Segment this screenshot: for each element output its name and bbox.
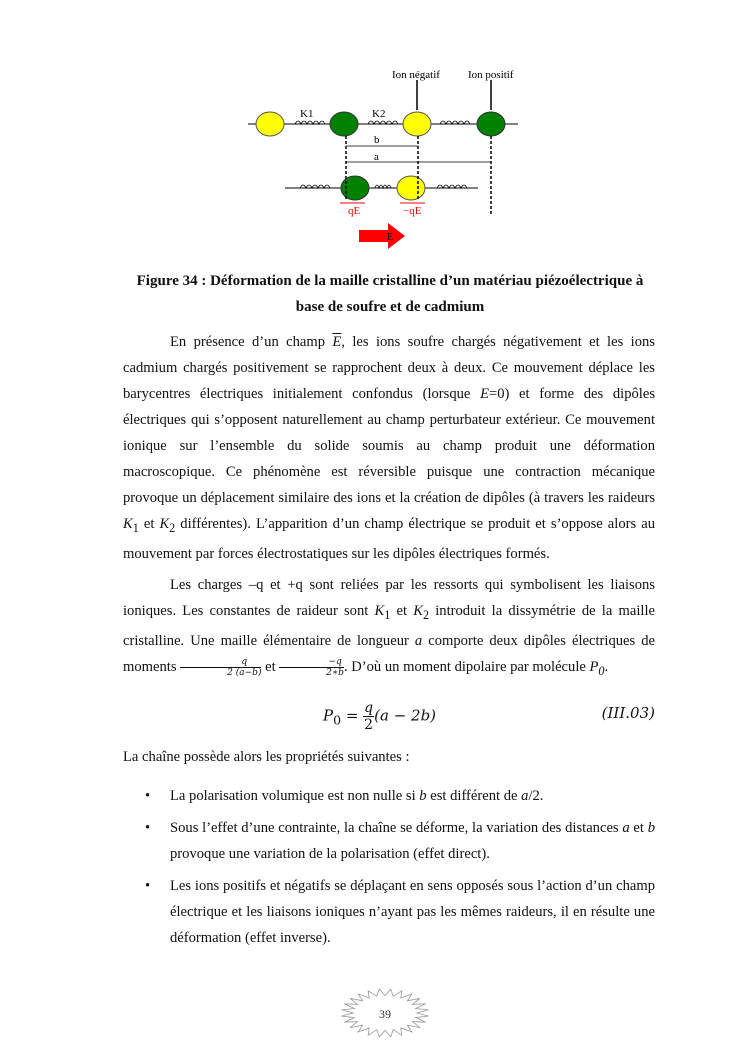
k2-label: K2: [372, 108, 386, 120]
electric-field-arrow-icon: [359, 223, 405, 249]
page-number-badge: [340, 988, 430, 1038]
caption-line-2: base de soufre et de cadmium: [295, 299, 485, 315]
ion-green: [330, 112, 358, 136]
paragraph-2: Les charges –q et +q sont reliées par les ressorts qui symbolisent les liaisons ioniques. Les constantes de raideur sont $K_1$ et $K_2$ introduit la dissymétrie de la maille cristalline. Une maille élémentaire de longueur a comporte deux dipôles électriques de moments $\frac{q}{2 (a-b)}$ et $\frac{-q}{2∗b}$ . D’où un moment dipolaire par molécule $P_0$.: [123, 577, 656, 679]
figure-caption: [120, 268, 660, 320]
fraction-1: $\frac{q}{2 (a-b)}$: [180, 657, 261, 678]
e-field-label: E: [387, 232, 394, 243]
crystal-lattice-figure: [240, 60, 560, 260]
fraction-2: $\frac{-q}{2∗b}$: [279, 657, 344, 678]
page-number: 39: [379, 1007, 391, 1021]
equation-iii-03: $P_0$ = $\frac{q}{2}$ (a − 2b) (III.03): [323, 700, 655, 733]
ion-yellow: [403, 112, 431, 136]
equation-number: (III.03): [601, 704, 655, 722]
k1-label: K1: [300, 108, 314, 120]
bullet-list: [123, 783, 655, 951]
b-label: b: [374, 134, 380, 146]
qe-label: qE: [348, 205, 361, 217]
ion-positif-label: Ion positif: [468, 69, 514, 81]
paragraph-1: En présence d’un champ $\overline{E}$, les ions soufre chargés négativement et les ions cadmium chargés positivement se rapprochent deux à deux. Ce mouvement déplace les barycentres électriques initialement confondus (lorsque E=0) et forme des dipôles électriques qui s’opposent naturellement au champ perturbateur extérieur. Ce mouvement ionique sur l’ensemble du solide soumis au champ produit une déformation macroscopique. Ce phénomène est réversible puisque une contraction mécanique provoque un déplacement similaire des ions et la création de dipôles (à travers les raideurs $K_1$ et $K_2$ différentes). L’apparition d’un champ électrique se produit et s’oppose alors au mouvement par forces électrostatiques sur les dipôles électriques formés.: [123, 334, 656, 562]
ion-green: [341, 176, 369, 200]
list-item: • Les ions positifs et négatifs se déplaçant en sens opposés sous l’action d’un champ électrique et les liaisons ioniques n’ayant pas les mêmes raideurs, il en résulte une déformation (effet inverse).: [123, 873, 655, 951]
paragraph-3: La chaîne possède alors les propriétés suivantes :: [123, 749, 410, 765]
ion-negatif-label: Ion négatif: [392, 69, 440, 81]
e-vector: $\overline{E}$: [332, 334, 342, 350]
minus-qe-label: −qE: [403, 205, 422, 217]
ion-green: [477, 112, 505, 136]
caption-line-1: Figure 34 : Déformation de la maille cristalline d’un matériau piézoélectrique à: [136, 273, 644, 289]
ion-yellow: [256, 112, 284, 136]
ion-yellow: [397, 176, 425, 200]
a-label: a: [374, 151, 379, 163]
list-item: • Sous l’effet d’une contrainte, la chaîne se déforme, la variation des distances a et b provoque une variation de la polarisation (effet direct).: [123, 815, 655, 867]
list-item: • La polarisation volumique est non nulle si b est différent de a/2.: [123, 783, 655, 809]
